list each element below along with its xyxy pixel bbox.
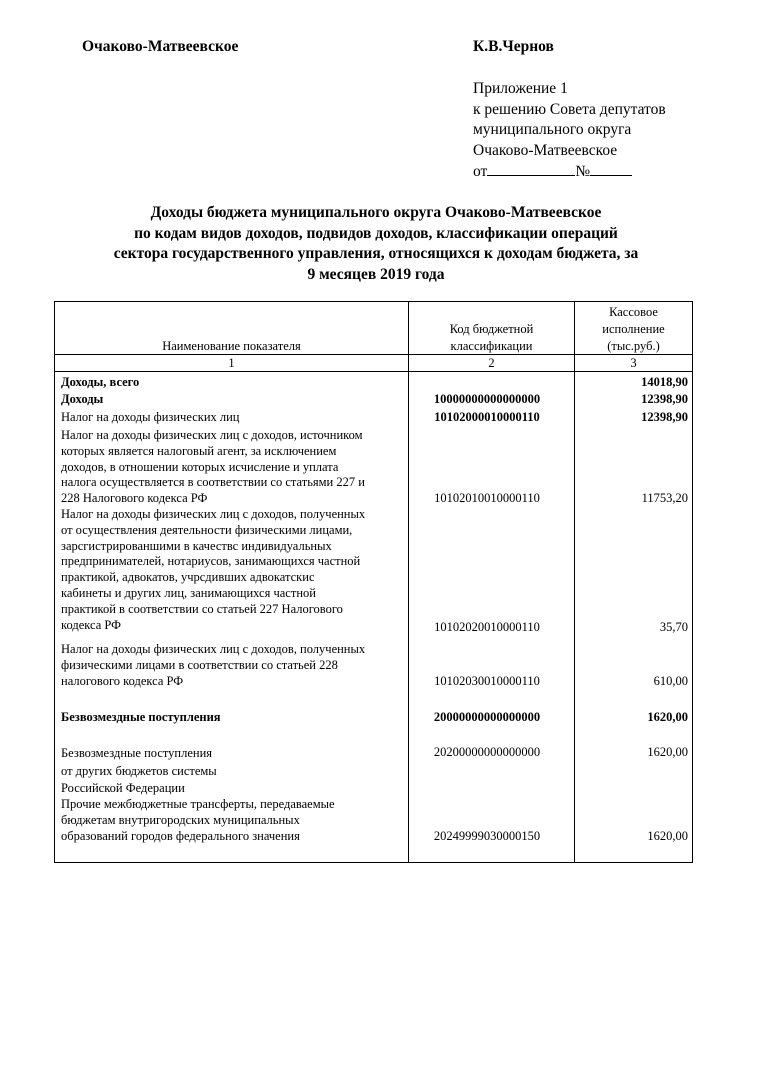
row-code: 10000000000000000	[433, 392, 541, 406]
row-name	[61, 642, 411, 689]
row-name-line: Налог на доходы физических лиц с доходов, полученных	[61, 507, 366, 521]
header-text: Кассовое	[609, 305, 658, 319]
appendix-line: Приложение 1	[473, 80, 568, 97]
district-name: Очаково-Матвеевское	[82, 38, 239, 55]
title-line: 9 месяцев 2019 года	[307, 265, 445, 283]
row-value: 1620,00	[647, 829, 688, 843]
row-name-line: Российской Федерации	[61, 781, 185, 795]
row-value: 12398,90	[641, 392, 688, 406]
row-name-line: предпринимателей, нотариусов, занимающихся частной	[61, 554, 361, 569]
row-name-line: Налог на доходы физических лиц с доходов, источником	[61, 428, 363, 442]
appendix-line: к решению Совета депутатов	[473, 100, 666, 118]
row-name-line: Прочие межбюджетные трансферты, передаваемые	[61, 797, 335, 811]
row-name-line: доходов, в отношении которых исчисление и уплата	[61, 459, 339, 474]
appendix-block	[473, 79, 666, 183]
row-code: 10102000010000110	[434, 410, 540, 424]
header-text: Код бюджетной	[449, 322, 534, 336]
row-value: 1620,00	[647, 710, 688, 724]
signer-name: К.В.Чернов	[473, 38, 554, 55]
row-code: 20000000000000000	[433, 710, 541, 724]
row-name-line: бюджетам внутригородских муниципальных	[61, 812, 300, 827]
appendix-line: Очаково-Матвеевское	[473, 141, 618, 159]
income-table	[54, 301, 693, 863]
document-title	[40, 203, 712, 285]
row-name-line: налогового кодекса РФ	[61, 673, 184, 688]
row-name-line: практикой, адвокатов, учрсдивших адвокатскис	[61, 570, 315, 585]
header-text: классификации	[450, 339, 533, 353]
title-line: по кодам видов доходов, подвидов доходов, классификации операций	[134, 224, 618, 242]
appendix-date-line	[473, 161, 666, 183]
row-name	[61, 507, 411, 633]
row-value: 14018,90	[641, 375, 688, 389]
row-name: Доходы, всего	[61, 375, 140, 389]
header-text: исполнение	[602, 322, 665, 336]
row-name-line: образований городов федерального значения	[61, 828, 300, 843]
number-blank	[590, 161, 632, 176]
row-value: 12398,90	[641, 410, 688, 424]
row-code: 10102030010000110	[434, 674, 540, 688]
row-name-line: 228 Налогового кодекса РФ	[61, 491, 208, 506]
row-name-line: практикой в соответствии со статьей 227 Налогового	[61, 601, 343, 616]
row-name-line: от других бюджетов системы	[61, 763, 217, 778]
column-header-code	[409, 321, 574, 355]
row-value: 35,70	[659, 620, 688, 634]
number-sign: №	[575, 163, 591, 180]
row-code: 10102020010000110	[434, 620, 540, 634]
column-number: 2	[488, 356, 495, 370]
row-name-line: налога осуществляется в соответствии со статьями 227 и	[61, 475, 365, 490]
title-line: сектора государственного управления, относящихся к доходам бюджета, за	[113, 245, 639, 262]
date-prefix: от	[473, 163, 488, 180]
title-line: Доходы бюджета муниципального округа Очаково-Матвеевское	[150, 204, 602, 221]
row-name: Доходы	[61, 392, 104, 406]
row-name	[61, 428, 411, 507]
row-name-line: физическими лицами в соответствии со статьей 228	[61, 657, 338, 672]
row-name-line: зарсгистрированшими в качествс индивидуальных	[61, 538, 332, 553]
row-value: 610,00	[653, 674, 688, 688]
row-name	[61, 745, 411, 798]
date-blank	[487, 161, 575, 176]
row-name-line: кабинеты и других лиц, занимающихся частной	[61, 585, 316, 600]
row-name-line: от осуществления деятельности физическими лицами,	[61, 522, 353, 537]
column-number: 1	[228, 356, 235, 370]
row-code: 20200000000000000	[433, 745, 541, 759]
row-code: 20249999030000150	[433, 829, 541, 843]
row-name-line: которых является налоговый агент, за исключением	[61, 443, 337, 458]
column-number: 3	[630, 356, 637, 370]
row-name-line: кодекса РФ	[61, 617, 121, 632]
row-name: Налог на доходы физических лиц	[61, 410, 240, 424]
row-name	[61, 797, 411, 844]
header-text: (тыс.руб.)	[607, 339, 660, 353]
row-name: Безвозмездные поступления	[61, 710, 221, 724]
row-name-line: Безвозмездные поступления	[61, 746, 213, 760]
row-code: 10102010010000110	[434, 491, 540, 505]
row-value: 1620,00	[647, 745, 688, 759]
row-value: 11753,20	[641, 491, 688, 505]
row-name-line: Налог на доходы физических лиц с доходов, полученных	[61, 642, 366, 656]
column-header-value	[575, 304, 692, 355]
column-header-name: Наименование показателя	[162, 339, 301, 353]
appendix-line: муниципального округа	[473, 121, 632, 138]
